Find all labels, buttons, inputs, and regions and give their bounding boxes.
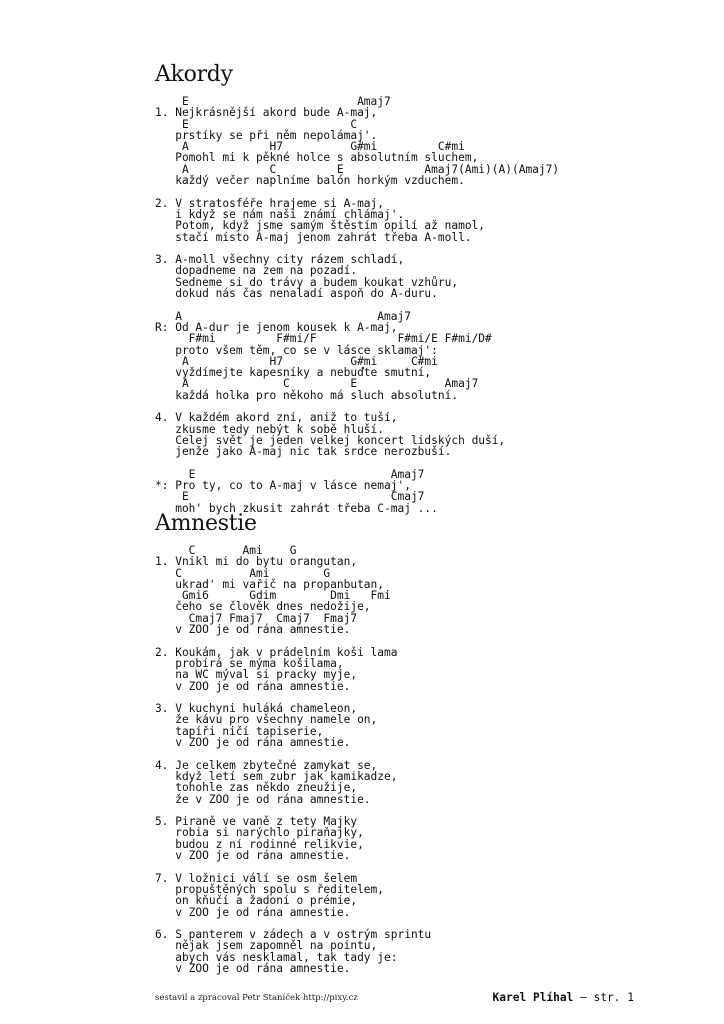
footer-credit: sestavil a zpracoval Petr Staníček http://pixy.cz [155,993,358,1003]
song-title-amnestie: Amnestie [155,511,257,536]
song-lyrics-amnestie: C Ami G 1. Vnikl mi do bytu orangutan, C Ami G ukrad' mi vařič na propanbutan, Gmi6 Gdim Dmi Fmi čeho se člověk dnes nedožije, Cmaj7 Fmaj7 Cmaj7 Fmaj7 v ZOO je od rána amnestie. 2. Koukám, jak v prádelním koši lama probírá se mýma košilama, na WC mýval si pracky myje, v ZOO je od rána amnestie. 3. V kuchyni huláká chameleon, že kávu pro všechny namele on, tapíři ničí tapiserie, v ZOO je od rána amnestie. 4. Je celkem zbytečné zamykat se, když letí sem zubr jak kamikadze, tohohle zas někdo zneužije, že v ZOO je od rána amnestie. 5. Piraně ve vaně z tety Majky robia si narýchlo piraňajky, budou z ní rodinné relikvie, v ZOO je od rána amnestie. 7. V ložnici válí se osm šelem propuštěných spolu s ředitelem, on kňučí a žadoní o prémie, v ZOO je od rána amnestie. 6. S panterem v zádech a v ostrým sprintu nějak jsem zapomněl na pointu, abych vás nesklamal, tak tady je: v ZOO je od rána amnestie. [155,544,432,975]
song-title-akordy: Akordy [155,62,233,87]
footer-page-number: — str. 1 [573,991,634,1004]
song-lyrics-akordy: E Amaj7 1. Nejkrásnější akord bude A-maj, E C prstíky se při něm nepolámaj'. A H7 G#mi C#mi Pomohl mi k pěkné holce s absolutním sluchem, A C E Amaj7(Ami)(A)(Amaj7) každý večer naplníme balón horkým vzduchem. 2. V stratosféře hrajeme si A-maj, i když se nám naši známí chlámaj'. Potom, když jsme samým štěstím opilí až namol, stačí místo A-maj jenom zahrát třeba A-moll. 3. A-moll všechny city rázem schladí, dopadneme na zem na pozadí. Sedneme si do trávy a budem koukat vzhůru, dokud nás čas nenaladí aspoň do A-duru. A Amaj7 R: Od A-dur je jenom kousek k A-maj, F#mi F#mi/F F#mi/E F#mi/D# proto všem těm, co se v lásce sklamaj': A H7 G#mi C#mi vyždímejte kapesníky a nebuďte smutní, A C E Amaj7 každá holka pro někoho má sluch absolutní. 4. V každém akord zní, aniž to tuší, zkusme tedy nebýt k sobě hluší. Celej svět je jeden velkej koncert lidských duší, jenže jako A-maj nic tak srdce nerozbuší. E Amaj7 *: Pro ty, co to A-maj v lásce nemaj', E Cmaj7 moh' bych zkusit zahrát třeba C-maj ... [155,95,560,515]
footer-author: Karel Plíhal [492,991,574,1004]
footer-page-info [493,991,634,1004]
